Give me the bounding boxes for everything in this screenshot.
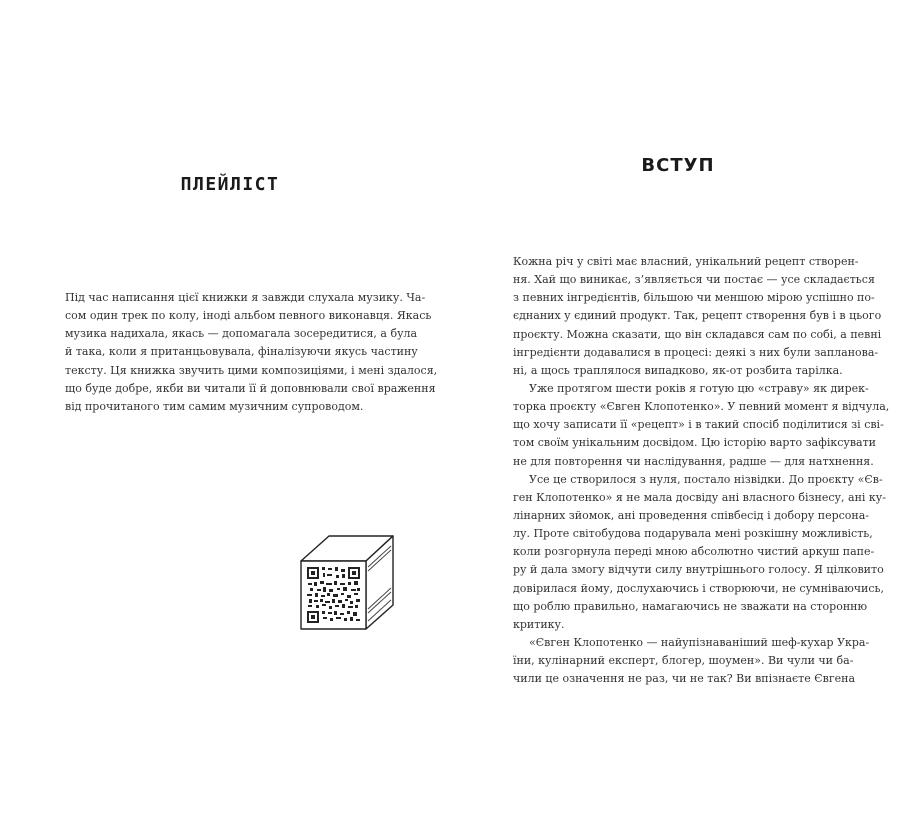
text-line: сом один трек по колу, іноді альбом певного виконавця. Якась	[65, 309, 432, 323]
text-line: проєкту. Можна сказати, що він складався сам по собі, а певні	[513, 327, 882, 341]
playlist-paragraph	[65, 289, 438, 416]
text-line: Уже протягом шести років я готую цю «страву» як дирек-	[529, 381, 869, 395]
text-line: інгредієнти додавалися в процесі: деякі з них були запланова-	[513, 345, 879, 359]
text-line: що буде добре, якби ви читали її й доповнювали свої враження	[65, 381, 436, 395]
text-line: довірилася йому, дослухаючись і створюючи, не сумніваючись,	[513, 581, 885, 595]
text-line: лінарних зйомок, ані проведення співбесід і добору персона-	[513, 508, 870, 522]
text-line: від прочитаного тим самим музичним супроводом.	[65, 399, 364, 413]
page-title-playlist: ПЛЕЙЛІСТ	[180, 174, 280, 195]
text-line: ген Клопотенко» я не мала досвіду ані власного бізнесу, ані ку-	[513, 490, 886, 504]
text-line: критику.	[513, 617, 565, 631]
text-line: Кожна річ у світі має власний, унікальний рецепт створен-	[513, 255, 859, 268]
text-line: коли розгорнула переді мною абсолютно чистий аркуш папе-	[513, 545, 875, 559]
text-line: том своїм унікальним досвідом. Цю історію варто зафіксувати	[513, 436, 877, 450]
text-line: торка проєкту «Євген Клопотенко». У певний момент я відчула,	[513, 400, 890, 414]
qr-code-cube-icon[interactable]	[298, 533, 396, 631]
page-title-introduction: ВСТУП	[641, 155, 715, 176]
text-line: ні, а щось траплялося випадково, як-от розбита тарілка.	[513, 363, 843, 377]
text-line: тексту. Ця книжка звучить цими композиціями, і мені здалося,	[65, 363, 438, 377]
text-line: музика надихала, якась — допомагала зосередитися, а була	[65, 327, 418, 341]
text-line: чили це означення не раз, чи не так? Ви впізнаєте Євгена	[513, 672, 856, 686]
text-line: ру й дала змогу відчути силу внутрішнього голосу. Я цілковито	[513, 563, 884, 577]
text-line: не для повторення чи наслідування, радше — для натхнення.	[513, 454, 874, 468]
text-line: єднаних у єдиний продукт. Так, рецепт створення був і в цього	[513, 309, 882, 323]
text-line: що хочу записати її «рецепт» і в такий спосіб поділитися зі сві-	[513, 418, 884, 432]
text-line: ня. Хай що виникає, з’являється чи постає — усе складається	[513, 273, 875, 287]
introduction-text	[513, 253, 890, 688]
text-line: що роблю правильно, намагаючись не зважати на сторонню	[513, 599, 868, 613]
text-line: лу. Проте світобудова подарувала мені розкішну можливість,	[513, 527, 873, 541]
right-page	[450, 0, 900, 817]
text-line: їни, кулінарний експерт, блогер, шоумен». Ви чули чи ба-	[513, 654, 854, 668]
text-line: «Євген Клопотенко — найупізнаваніший шеф-кухар Укра-	[529, 635, 870, 649]
text-line: Усе це створилося з нуля, постало нізвідки. До проєкту «Єв-	[529, 472, 883, 486]
text-line: й така, коли я пританцьовувала, фіналізуючи якусь частину	[65, 345, 418, 359]
text-line: Під час написання цієї книжки я завжди слухала музику. Ча-	[65, 291, 426, 304]
text-line: з певних інгредієнтів, більшою чи меншою мірою успішно по-	[513, 291, 875, 305]
